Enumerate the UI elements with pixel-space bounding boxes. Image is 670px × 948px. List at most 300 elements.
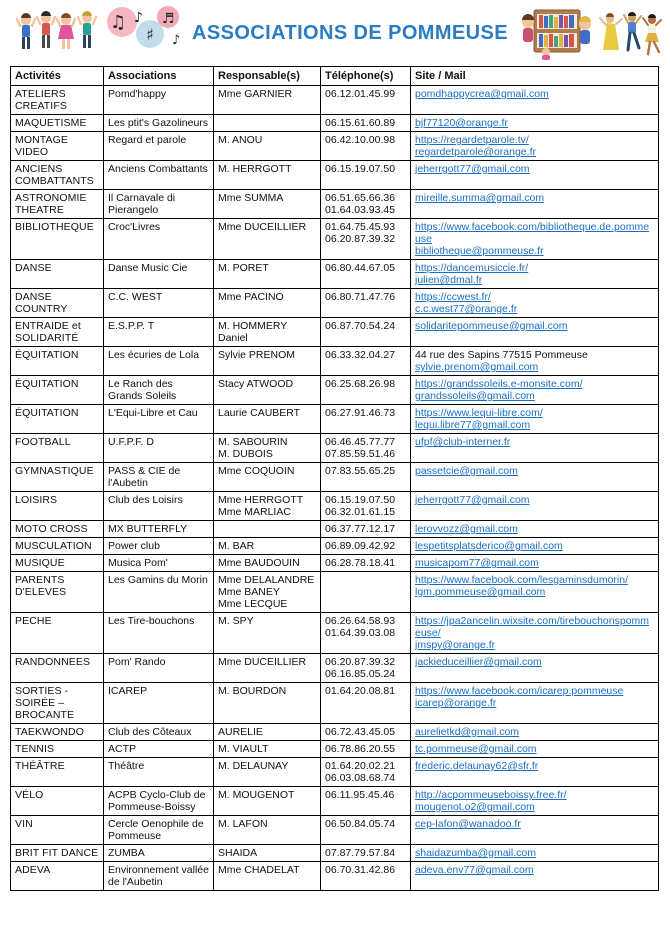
phone-number: 06.80.44.67.05	[325, 262, 396, 274]
cell-telephones	[321, 434, 411, 463]
responsable-name: Mme MARLIAC	[218, 506, 291, 518]
cell-site-mail	[411, 347, 659, 376]
site-mail-link[interactable]: mireille.summa@gmail.com	[415, 192, 545, 204]
phone-number: 06.78.86.20.55	[325, 743, 396, 755]
column-header: Responsable(s)	[214, 67, 321, 86]
cell-activite: ADEVA	[11, 862, 104, 891]
site-mail-link[interactable]: https://jpa2ancelin.wixsite.com/tirebouchonspommeuse/	[415, 615, 650, 639]
phone-number: 06.33.32.04.27	[325, 349, 396, 361]
svg-text:♪: ♪	[172, 33, 181, 48]
cell-telephones	[321, 219, 411, 260]
cell-responsables	[214, 538, 321, 555]
site-mail-link[interactable]: https://dancemusiccie.fr/	[415, 262, 529, 274]
svg-text:♯: ♯	[146, 25, 154, 44]
cell-telephones	[321, 758, 411, 787]
phone-number: 06.15.19.07.50	[325, 163, 396, 175]
responsable-name: M. ANOU	[218, 134, 263, 146]
cell-site-mail	[411, 741, 659, 758]
cell-association: Les écuries de Lola	[104, 347, 214, 376]
cell-activite: DANSE COUNTRY	[11, 289, 104, 318]
cell-association: Musica Pom'	[104, 555, 214, 572]
site-mail-link[interactable]: jmspy@orange.fr	[415, 639, 496, 651]
table-row	[11, 787, 659, 816]
cell-site-mail	[411, 161, 659, 190]
table-row	[11, 538, 659, 555]
cell-association: C.C. WEST	[104, 289, 214, 318]
phone-number: 06.51.65.66.36	[325, 192, 396, 204]
phone-number: 06.25.68.26.98	[325, 378, 396, 390]
cell-telephones	[321, 683, 411, 724]
cell-site-mail	[411, 405, 659, 434]
site-mail-link[interactable]: jackieduceillier@gmail.com	[415, 656, 542, 668]
table-row	[11, 741, 659, 758]
phone-number: 06.32.01.61.15	[325, 506, 396, 518]
music-notes-clipart	[100, 2, 188, 54]
responsable-name: Mme LECQUE	[218, 598, 288, 610]
table-row	[11, 555, 659, 572]
site-mail-link[interactable]: https://regardetparole.tv/	[415, 134, 529, 146]
column-header: Associations	[104, 67, 214, 86]
table-row	[11, 219, 659, 260]
cell-telephones	[321, 654, 411, 683]
phone-number: 07.87.79.57.84	[325, 847, 396, 859]
cell-responsables	[214, 405, 321, 434]
table-row	[11, 115, 659, 132]
cell-responsables	[214, 862, 321, 891]
cell-association: PASS & CIE de l'Aubetin	[104, 463, 214, 492]
cell-site-mail	[411, 132, 659, 161]
cell-activite: MUSCULATION	[11, 538, 104, 555]
responsable-name: Laurie CAUBERT	[218, 407, 301, 419]
cell-responsables	[214, 219, 321, 260]
site-mail-link[interactable]: https://ccwest.fr/	[415, 291, 491, 303]
cell-telephones	[321, 862, 411, 891]
phone-number: 07.85.59.51.46	[325, 448, 396, 460]
cell-responsables	[214, 376, 321, 405]
responsable-name: Mme DUCEILLIER	[218, 221, 307, 233]
cell-activite: MOTO CROSS	[11, 521, 104, 538]
table-row	[11, 572, 659, 613]
site-mail-link[interactable]: grandssoleils@gmail.com	[415, 390, 535, 402]
cell-site-mail	[411, 115, 659, 132]
cell-responsables	[214, 724, 321, 741]
cell-telephones	[321, 405, 411, 434]
cell-activite: ENTRAIDE et SOLIDARITÉ	[11, 318, 104, 347]
cell-site-mail	[411, 190, 659, 219]
site-mail-link[interactable]: icarep@orange.fr	[415, 697, 497, 709]
cell-site-mail	[411, 555, 659, 572]
responsable-name: M. PORET	[218, 262, 269, 274]
cell-activite: ATELIERS CREATIFS	[11, 86, 104, 115]
cell-activite: BIBLIOTHEQUE	[11, 219, 104, 260]
cell-site-mail	[411, 724, 659, 741]
site-mail-link[interactable]: https://grandssoleils.e-monsite.com/	[415, 378, 583, 390]
responsable-name: M. LAFON	[218, 818, 268, 830]
page-title: ASSOCIATIONS DE POMMEUSE	[192, 22, 508, 44]
cell-association: U.F.P.F. D	[104, 434, 214, 463]
phone-number: 06.16.85.05.24	[325, 668, 396, 680]
cell-association: Environnement vallée de l'Aubetin	[104, 862, 214, 891]
phone-number: 06.11.95.45.46	[325, 789, 395, 801]
table-row	[11, 86, 659, 115]
site-mail-link[interactable]: http://acpommeuseboissy.free.fr/	[415, 789, 567, 801]
phone-number: 06.50.84.05.74	[325, 818, 396, 830]
cell-site-mail	[411, 86, 659, 115]
cell-telephones	[321, 816, 411, 845]
cell-responsables	[214, 492, 321, 521]
cell-site-mail	[411, 845, 659, 862]
cell-telephones	[321, 318, 411, 347]
cell-responsables	[214, 132, 321, 161]
site-mail-link[interactable]: frederic.delaunay62@sfr.fr	[415, 760, 539, 772]
cell-telephones	[321, 161, 411, 190]
cell-association: ZUMBA	[104, 845, 214, 862]
cell-telephones	[321, 463, 411, 492]
site-mail-link[interactable]: lequi.libre77@gmail.com	[415, 419, 531, 431]
cell-activite: ÉQUITATION	[11, 347, 104, 376]
site-mail-link[interactable]: lgm.pommeuse@gmail.com	[415, 586, 546, 598]
page-header	[0, 0, 670, 64]
cell-telephones	[321, 787, 411, 816]
cell-site-mail	[411, 683, 659, 724]
table-row	[11, 862, 659, 891]
cell-telephones	[321, 613, 411, 654]
cell-responsables	[214, 787, 321, 816]
table-row	[11, 161, 659, 190]
responsable-name: M. VIAULT	[218, 743, 269, 755]
table-row	[11, 654, 659, 683]
responsable-name: Mme DUCEILLIER	[218, 656, 307, 668]
svg-text:♪: ♪	[134, 10, 143, 26]
cell-activite: TENNIS	[11, 741, 104, 758]
phone-number: 06.89.09.42.92	[325, 540, 396, 552]
cell-telephones	[321, 347, 411, 376]
cell-telephones	[321, 538, 411, 555]
cell-responsables	[214, 521, 321, 538]
cell-responsables	[214, 434, 321, 463]
table-row	[11, 132, 659, 161]
cell-activite: THÉÂTRE	[11, 758, 104, 787]
site-mail-link[interactable]: c.c.west77@orange.fr	[415, 303, 518, 315]
cell-responsables	[214, 816, 321, 845]
phone-number: 06.27.91.46.73	[325, 407, 396, 419]
cell-association: Power club	[104, 538, 214, 555]
phone-number: 06.03.08.68.74	[325, 772, 396, 784]
site-mail-link[interactable]: pomdhappycrea@gmail.com	[415, 88, 549, 100]
responsable-name: SHAIDA	[218, 847, 258, 859]
table-body	[11, 86, 659, 891]
cell-activite: MAQUETISME	[11, 115, 104, 132]
cell-telephones	[321, 376, 411, 405]
site-mail-link[interactable]: ufpf@club-interner.fr	[415, 436, 511, 448]
site-mail-link[interactable]: lerovvozz@gmail.com	[415, 523, 518, 535]
phone-number: 06.20.87.39.32	[325, 656, 396, 668]
phone-number: 06.37.77.12.17	[325, 523, 396, 535]
responsable-name: Mme SUMMA	[218, 192, 284, 204]
dancing-girls-clipart	[598, 10, 662, 60]
table-row	[11, 521, 659, 538]
phone-number: 06.42.10.00.98	[325, 134, 396, 146]
site-mail-link[interactable]: bibliotheque@pommeuse.fr	[415, 245, 544, 257]
cell-site-mail	[411, 492, 659, 521]
phone-number: 06.28.78.18.41	[325, 557, 396, 569]
cell-association: Pomd'happy	[104, 86, 214, 115]
phone-number: 01.64.20.02.21	[325, 760, 396, 772]
cell-responsables	[214, 318, 321, 347]
cell-activite: SORTIES - SOIRÉE – BROCANTE	[11, 683, 104, 724]
cell-telephones	[321, 260, 411, 289]
responsable-name: Mme COQUOIN	[218, 465, 295, 477]
site-mail-link[interactable]: tc.pommeuse@gmail.com	[415, 743, 537, 755]
site-mail-link[interactable]: aurelietkd@gmail.com	[415, 726, 520, 738]
cell-responsables	[214, 654, 321, 683]
cell-activite: BRIT FIT DANCE	[11, 845, 104, 862]
responsable-name: M. BAR	[218, 540, 255, 552]
cell-association: ACTP	[104, 741, 214, 758]
phone-number: 06.70.31.42.86	[325, 864, 396, 876]
table-row	[11, 376, 659, 405]
cell-activite: TAEKWONDO	[11, 724, 104, 741]
site-mail-link[interactable]: https://www.facebook.com/bibliotheque.de.pommeuse	[415, 221, 650, 245]
cell-responsables	[214, 463, 321, 492]
responsable-name: Daniel	[218, 332, 248, 344]
table-row	[11, 347, 659, 376]
column-header: Activités	[11, 67, 104, 86]
site-mail-link[interactable]: passetcie@gmail.com	[415, 465, 518, 477]
table-row	[11, 492, 659, 521]
cell-telephones	[321, 190, 411, 219]
cell-responsables	[214, 613, 321, 654]
site-mail-link[interactable]: shaidazumba@gmail.com	[415, 847, 536, 859]
cell-site-mail	[411, 758, 659, 787]
cell-activite: ASTRONOMIE THEATRE	[11, 190, 104, 219]
cell-association: Le Ranch des Grands Soleils	[104, 376, 214, 405]
cell-site-mail	[411, 862, 659, 891]
cell-association: Croc'Livres	[104, 219, 214, 260]
phone-number: 01.64.20.08.81	[325, 685, 396, 697]
cell-activite: MUSIQUE	[11, 555, 104, 572]
cell-responsables	[214, 161, 321, 190]
table-row	[11, 260, 659, 289]
cell-responsables	[214, 86, 321, 115]
cell-association: Regard et parole	[104, 132, 214, 161]
responsable-name: M. HERRGOTT	[218, 163, 292, 175]
responsable-name: Mme HERRGOTT	[218, 494, 304, 506]
cell-association: ACPB Cyclo-Club de Pommeuse-Boissy	[104, 787, 214, 816]
cell-telephones	[321, 132, 411, 161]
cell-responsables	[214, 741, 321, 758]
cell-association: Les ptit's Gazolineurs	[104, 115, 214, 132]
svg-text:♬: ♬	[162, 11, 175, 27]
site-mail-link[interactable]: bjf77120@orange.fr	[415, 117, 508, 129]
table-row	[11, 405, 659, 434]
phone-number: 06.72.43.45.05	[325, 726, 396, 738]
site-mail-link[interactable]: regardetparole@orange.fr	[415, 146, 536, 158]
cell-responsables	[214, 115, 321, 132]
svg-text:♫: ♫	[110, 12, 127, 33]
cell-association: Club des Côteaux	[104, 724, 214, 741]
site-mail-link[interactable]: sylvie.prenom@gmail.com	[415, 361, 539, 373]
table-row	[11, 845, 659, 862]
table-row	[11, 190, 659, 219]
cell-activite: PECHE	[11, 613, 104, 654]
cell-association: Il Carnavale di Pierangelo	[104, 190, 214, 219]
table-row	[11, 434, 659, 463]
cell-responsables	[214, 845, 321, 862]
cell-association: Les Tire-bouchons	[104, 613, 214, 654]
cell-association: E.S.P.P. T	[104, 318, 214, 347]
phone-number: 06.80.71.47.76	[325, 291, 396, 303]
table-row	[11, 683, 659, 724]
cell-telephones	[321, 289, 411, 318]
cell-site-mail	[411, 538, 659, 555]
cell-telephones	[321, 86, 411, 115]
table-row	[11, 318, 659, 347]
cell-association: Les Gamins du Morin	[104, 572, 214, 613]
cell-association: Club des Loisirs	[104, 492, 214, 521]
responsable-name: Mme DELALANDRE	[218, 574, 315, 586]
site-mail-link[interactable]: jeherrgott77@gmail.com	[415, 494, 530, 506]
cell-responsables	[214, 347, 321, 376]
cell-telephones	[321, 492, 411, 521]
table-row	[11, 463, 659, 492]
phone-number: 06.15.61.60.89	[325, 117, 396, 129]
cell-activite: ÉQUITATION	[11, 405, 104, 434]
responsable-name: M. SPY	[218, 615, 254, 627]
cell-site-mail	[411, 613, 659, 654]
cell-responsables	[214, 683, 321, 724]
responsable-name: M. DUBOIS	[218, 448, 273, 460]
cell-activite: PARENTS D'ELEVES	[11, 572, 104, 613]
cell-association: Cercle Oenophile de Pommeuse	[104, 816, 214, 845]
site-mail-link[interactable]: https://www.facebook.com/icarep.pommeuse	[415, 685, 624, 697]
cell-telephones	[321, 724, 411, 741]
cell-site-mail	[411, 787, 659, 816]
phone-number: 06.20.87.39.32	[325, 233, 396, 245]
cell-activite: VIN	[11, 816, 104, 845]
table-header-row	[11, 67, 659, 86]
responsable-name: M. DELAUNAY	[218, 760, 289, 772]
cell-responsables	[214, 289, 321, 318]
cell-responsables	[214, 260, 321, 289]
cell-association: Danse Music Cie	[104, 260, 214, 289]
responsable-name: M. MOUGENOT	[218, 789, 295, 801]
cell-responsables	[214, 555, 321, 572]
responsable-name: Mme GARNIER	[218, 88, 293, 100]
phone-number: 06.46.45.77.77	[325, 436, 396, 448]
cell-association: MX BUTTERFLY	[104, 521, 214, 538]
phone-number: 01.64.39.03.08	[325, 627, 396, 639]
cell-association: ICAREP	[104, 683, 214, 724]
site-mail-link[interactable]: julien@dmal.fr	[415, 274, 483, 286]
cell-association: Pom' Rando	[104, 654, 214, 683]
site-mail-link[interactable]: https://www.facebook.com/lesgaminsdumorin/	[415, 574, 629, 586]
responsable-name: M. BOURDON	[218, 685, 287, 697]
cell-site-mail	[411, 289, 659, 318]
responsable-name: Mme PACINO	[218, 291, 284, 303]
cell-responsables	[214, 758, 321, 787]
cell-activite: ÉQUITATION	[11, 376, 104, 405]
site-mail-link[interactable]: https://www.lequi-libre.com/	[415, 407, 543, 419]
cell-association: Anciens Combattants	[104, 161, 214, 190]
cell-telephones	[321, 555, 411, 572]
cell-activite: GYMNASTIQUE	[11, 463, 104, 492]
cell-telephones	[321, 741, 411, 758]
cell-site-mail	[411, 376, 659, 405]
site-mail-link[interactable]: cep-lafon@wanadoo.fr	[415, 818, 521, 830]
cell-site-mail	[411, 654, 659, 683]
cell-site-mail	[411, 463, 659, 492]
cell-telephones	[321, 521, 411, 538]
cell-activite: ANCIENS COMBATTANTS	[11, 161, 104, 190]
cell-telephones	[321, 845, 411, 862]
table-row	[11, 289, 659, 318]
responsable-name: M. SABOURIN	[218, 436, 288, 448]
cell-site-mail	[411, 260, 659, 289]
phone-number: 06.15.19.07.50	[325, 494, 396, 506]
table-row	[11, 724, 659, 741]
phone-number: 06.87.70.54.24	[325, 320, 396, 332]
site-mail-link[interactable]: jeherrgott77@gmail.com	[415, 163, 530, 175]
responsable-name: Mme BANEY	[218, 586, 280, 598]
table-row	[11, 613, 659, 654]
table-row	[11, 758, 659, 787]
address-text: 44 rue des Sapins 77515 Pommeuse	[415, 349, 588, 361]
site-mail-link[interactable]: mougenot.o2@gmail.com	[415, 801, 535, 813]
phone-number: 07.83.55.65.25	[325, 465, 396, 477]
table-row	[11, 816, 659, 845]
cell-site-mail	[411, 521, 659, 538]
cell-responsables	[214, 572, 321, 613]
responsable-name: Mme CHADELAT	[218, 864, 300, 876]
phone-number: 01.64.03.93.45	[325, 204, 396, 216]
cell-activite: MONTAGE VIDEO	[11, 132, 104, 161]
site-mail-link[interactable]: adeva.env77@gmail.com	[415, 864, 534, 876]
cell-site-mail	[411, 318, 659, 347]
cell-site-mail	[411, 572, 659, 613]
cell-association: Théâtre	[104, 758, 214, 787]
cell-activite: LOISIRS	[11, 492, 104, 521]
phone-number: 06.12.01.45.99	[325, 88, 396, 100]
cell-responsables	[214, 190, 321, 219]
cell-site-mail	[411, 219, 659, 260]
phone-number: 06.26.64.58.93	[325, 615, 396, 627]
library-books-clipart	[516, 6, 596, 60]
cell-site-mail	[411, 434, 659, 463]
cell-telephones	[321, 572, 411, 613]
cell-activite: FOOTBALL	[11, 434, 104, 463]
responsable-name: Mme BAUDOUIN	[218, 557, 300, 569]
cell-site-mail	[411, 816, 659, 845]
site-mail-link[interactable]: solidaritepommeuse@gmail.com	[415, 320, 568, 332]
responsable-name: M. HOMMERY	[218, 320, 288, 332]
responsable-name: AURELIE	[218, 726, 263, 738]
phone-number: 01.64.75.45.93	[325, 221, 396, 233]
site-mail-link[interactable]: lespetitsplatsderico@gmail.com	[415, 540, 563, 552]
column-header: Site / Mail	[411, 67, 659, 86]
site-mail-link[interactable]: musicapom77@gmail.com	[415, 557, 539, 569]
cell-activite: DANSE	[11, 260, 104, 289]
responsable-name: Stacy ATWOOD	[218, 378, 294, 390]
associations-table	[10, 66, 659, 891]
cell-activite: VÉLO	[11, 787, 104, 816]
cell-association: L'Equi-Libre et Cau	[104, 405, 214, 434]
column-header: Téléphone(s)	[321, 67, 411, 86]
cell-activite: RANDONNEES	[11, 654, 104, 683]
responsable-name: Sylvie PRENOM	[218, 349, 296, 361]
children-exercise-clipart	[16, 6, 100, 58]
cell-telephones	[321, 115, 411, 132]
